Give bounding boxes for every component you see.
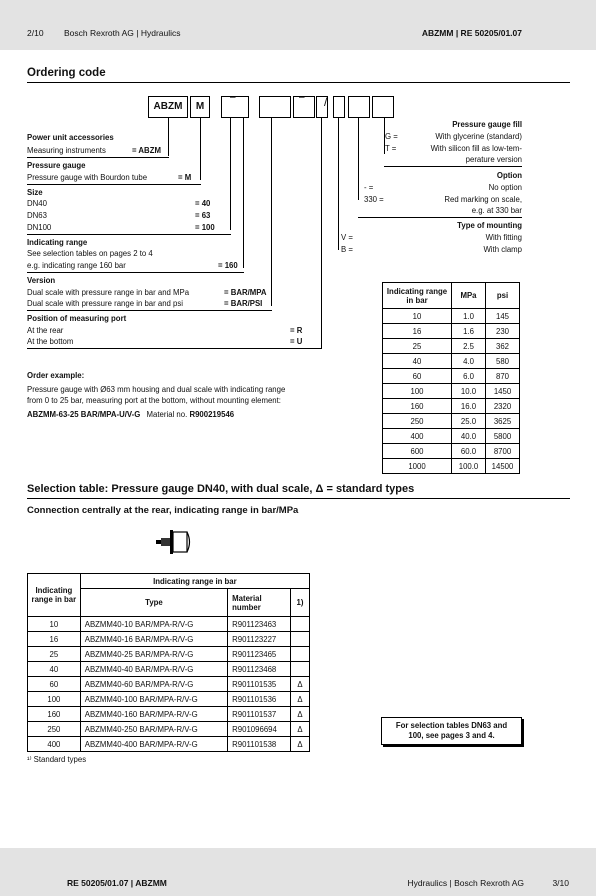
range-table-row xyxy=(383,324,520,339)
range-line2: e.g. indicating range 160 bar xyxy=(27,261,126,270)
sel-cell-note: Δ xyxy=(291,692,310,707)
sel-cell-note: Δ xyxy=(291,737,310,752)
sel-cell-note: Δ xyxy=(291,677,310,692)
gauge-title: Pressure gauge xyxy=(27,161,86,170)
fill-silicon: With silicon fill as low-tem- xyxy=(430,144,522,153)
range-cell-bar: 60 xyxy=(383,369,452,384)
sel-cell-material: R901123463 xyxy=(228,617,291,632)
sel-cell-note xyxy=(291,662,310,677)
sel-cell-material: R901096694 xyxy=(228,722,291,737)
version-mpa: Dual scale with pressure range in bar and MPa xyxy=(27,288,190,297)
range-table-row xyxy=(383,384,520,399)
sel-cell-range: 100 xyxy=(28,692,81,707)
range-table-header-psi: psi xyxy=(485,283,519,309)
port-rear: At the rear xyxy=(27,326,64,335)
range-cell-bar: 600 xyxy=(383,444,452,459)
fill-title: Pressure gauge fill xyxy=(452,120,522,129)
sel-cell-range: 40 xyxy=(28,662,81,677)
selection-title: Selection table: Pressure gauge DN40, with dual scale, Δ = standard types xyxy=(27,483,415,495)
range-cell-mpa: 10.0 xyxy=(452,384,486,399)
fill-silicon-2: perature version xyxy=(465,155,522,164)
selection-table xyxy=(27,573,310,752)
sel-cell-material: R901101538 xyxy=(228,737,291,752)
title-rule xyxy=(27,82,570,83)
fill-g-code: G = xyxy=(385,132,398,141)
version-mpa-code: = BAR/MPA xyxy=(224,288,267,297)
range-cell-mpa: 6.0 xyxy=(452,369,486,384)
sel-cell-note: Δ xyxy=(291,722,310,737)
sel-cell-range: 16 xyxy=(28,632,81,647)
table-row xyxy=(28,677,310,692)
range-code: = 160 xyxy=(218,261,238,270)
table-row xyxy=(28,617,310,632)
sel-cell-type: ABZMM40-25 BAR/MPA-R/V-G xyxy=(80,647,227,662)
range-cell-mpa: 100.0 xyxy=(452,459,486,474)
sel-cell-range: 60 xyxy=(28,677,81,692)
fill-glycerine: With glycerine (standard) xyxy=(435,132,522,141)
range-table-row xyxy=(383,339,520,354)
sel-cell-material: R901123227 xyxy=(228,632,291,647)
sel-cell-range: 10 xyxy=(28,617,81,632)
sel-cell-range: 400 xyxy=(28,737,81,752)
sel-cell-note xyxy=(291,647,310,662)
gauge-line: Pressure gauge with Bourdon tube xyxy=(27,173,148,182)
range-title: Indicating range xyxy=(27,238,88,247)
version-psi-code: = BAR/PSI xyxy=(224,299,263,308)
range-cell-psi: 14500 xyxy=(485,459,519,474)
range-cell-psi: 230 xyxy=(485,324,519,339)
range-cell-bar: 160 xyxy=(383,399,452,414)
size-title: Size xyxy=(27,188,43,197)
sel-header-type: Type xyxy=(80,589,227,617)
range-cell-bar: 10 xyxy=(383,309,452,324)
port-bottom-code: = U xyxy=(290,337,303,346)
range-cell-psi: 8700 xyxy=(485,444,519,459)
sel-cell-type: ABZMM40-250 BAR/MPA-R/V-G xyxy=(80,722,227,737)
code-box-option xyxy=(348,96,370,118)
sel-cell-note xyxy=(291,632,310,647)
code-box-mounting xyxy=(333,96,345,118)
mounting-v-code: V = xyxy=(341,233,353,242)
order-example-material-no: R900219546 xyxy=(189,410,235,419)
footer-company: Hydraulics | Bosch Rexroth AG xyxy=(407,878,524,888)
sel-cell-range: 25 xyxy=(28,647,81,662)
range-cell-bar: 16 xyxy=(383,324,452,339)
version-title: Version xyxy=(27,276,56,285)
sel-cell-material: R901101535 xyxy=(228,677,291,692)
header-company: Bosch Rexroth AG | Hydraulics xyxy=(64,28,181,38)
range-table-row xyxy=(383,459,520,474)
sel-cell-note: Δ xyxy=(291,707,310,722)
range-table-row xyxy=(383,354,520,369)
mounting-title: Type of mounting xyxy=(457,221,522,230)
range-table-header-mpa: MPa xyxy=(452,283,486,309)
table-row xyxy=(28,692,310,707)
gauge-code: = M xyxy=(178,173,192,182)
code-box-range xyxy=(259,96,291,118)
page-footer xyxy=(0,848,596,896)
sel-header-range: Indicating range in bar xyxy=(28,574,81,617)
port-bottom: At the bottom xyxy=(27,337,74,346)
order-example-title: Order example: xyxy=(27,371,85,380)
footer-docref: RE 50205/01.07 | ABZMM xyxy=(67,878,167,888)
sel-header-span: Indicating range in bar xyxy=(80,574,309,589)
footnote: ¹⁾ Standard types xyxy=(27,755,87,764)
range-cell-psi: 870 xyxy=(485,369,519,384)
sel-cell-type: ABZMM40-60 BAR/MPA-R/V-G xyxy=(80,677,227,692)
range-cell-mpa: 60.0 xyxy=(452,444,486,459)
range-table-row xyxy=(383,309,520,324)
sel-cell-type: ABZMM40-16 BAR/MPA-R/V-G xyxy=(80,632,227,647)
code-slash: / xyxy=(324,95,328,109)
power-unit-title: Power unit accessories xyxy=(27,133,114,142)
sel-cell-range: 250 xyxy=(28,722,81,737)
option-none: No option xyxy=(488,183,522,192)
size-dn40-code: = 40 xyxy=(195,199,211,208)
range-cell-mpa: 2.5 xyxy=(452,339,486,354)
range-cell-bar: 1000 xyxy=(383,459,452,474)
sel-cell-material: R901123468 xyxy=(228,662,291,677)
mounting-clamp: With clamp xyxy=(483,245,522,254)
port-rear-code: = R xyxy=(290,326,303,335)
sel-cell-range: 160 xyxy=(28,707,81,722)
range-cell-psi: 145 xyxy=(485,309,519,324)
range-line1: See selection tables on pages 2 to 4 xyxy=(27,249,153,258)
sel-cell-note xyxy=(291,617,310,632)
size-dn100-code: = 100 xyxy=(195,223,215,232)
sel-cell-material: R901101536 xyxy=(228,692,291,707)
range-cell-psi: 362 xyxy=(485,339,519,354)
code-box-m: M xyxy=(190,96,210,118)
range-cell-mpa: 1.6 xyxy=(452,324,486,339)
sel-cell-type: ABZMM40-160 BAR/MPA-R/V-G xyxy=(80,707,227,722)
page-header xyxy=(0,0,596,50)
option-none-code: - = xyxy=(364,183,374,192)
power-unit-code: = ABZM xyxy=(132,146,161,155)
port-title: Position of measuring port xyxy=(27,314,127,323)
selection-subtitle: Connection centrally at the rear, indicating range in bar/MPa xyxy=(27,505,299,516)
option-title: Option xyxy=(496,171,522,180)
power-unit-line: Measuring instruments xyxy=(27,146,106,155)
order-example-line1: Pressure gauge with Ø63 mm housing and dual scale with indicating range xyxy=(27,385,286,394)
mounting-fitting: With fitting xyxy=(485,233,522,242)
size-dn100: DN100 xyxy=(27,223,52,232)
size-dn63: DN63 xyxy=(27,211,47,220)
range-cell-mpa: 40.0 xyxy=(452,429,486,444)
table-row xyxy=(28,722,310,737)
code-box-abzm: ABZM xyxy=(148,96,188,118)
sel-header-note: 1) xyxy=(291,589,310,617)
option-330-code: 330 = xyxy=(364,195,384,204)
size-dn63-code: = 63 xyxy=(195,211,211,220)
order-example-code-line xyxy=(27,409,234,420)
range-cell-mpa: 25.0 xyxy=(452,414,486,429)
sel-cell-type: ABZMM40-40 BAR/MPA-R/V-G xyxy=(80,662,227,677)
table-row xyxy=(28,632,310,647)
order-example-material-label: Material no. xyxy=(146,410,188,419)
range-table-row xyxy=(383,444,520,459)
table-row xyxy=(28,662,310,677)
mounting-b-code: B = xyxy=(341,245,353,254)
size-dn40: DN40 xyxy=(27,199,47,208)
range-cell-bar: 25 xyxy=(383,339,452,354)
range-table xyxy=(382,282,520,474)
option-330: Red marking on scale, xyxy=(444,195,522,204)
range-table-header-range: Indicating range in bar xyxy=(383,283,452,309)
option-330-2: e.g. at 330 bar xyxy=(471,206,522,215)
range-cell-bar: 100 xyxy=(383,384,452,399)
range-cell-bar: 250 xyxy=(383,414,452,429)
sel-cell-type: ABZMM40-400 BAR/MPA-R/V-G xyxy=(80,737,227,752)
note-box: For selection tables DN63 and 100, see pages 3 and 4. xyxy=(381,717,522,745)
code-dash-2: – xyxy=(299,92,305,103)
fill-t-code: T = xyxy=(385,144,397,153)
range-table-row xyxy=(383,369,520,384)
range-cell-psi: 3625 xyxy=(485,414,519,429)
code-dash-1: – xyxy=(230,92,236,103)
range-cell-psi: 2320 xyxy=(485,399,519,414)
range-table-row xyxy=(383,399,520,414)
range-cell-mpa: 4.0 xyxy=(452,354,486,369)
sel-header-material: Material number xyxy=(228,589,291,617)
range-table-row xyxy=(383,429,520,444)
ordering-title: Ordering code xyxy=(27,67,106,79)
range-cell-mpa: 1.0 xyxy=(452,309,486,324)
sel-cell-material: R901101537 xyxy=(228,707,291,722)
code-box-fill xyxy=(372,96,394,118)
sel-cell-material: R901123465 xyxy=(228,647,291,662)
range-cell-psi: 5800 xyxy=(485,429,519,444)
table-row xyxy=(28,707,310,722)
footer-page: 3/10 xyxy=(552,878,569,888)
sel-cell-type: ABZMM40-100 BAR/MPA-R/V-G xyxy=(80,692,227,707)
page-number: 2/10 xyxy=(27,28,44,38)
order-example-line2: from 0 to 25 bar, measuring port at the bottom, without mounting element: xyxy=(27,396,281,405)
table-row xyxy=(28,737,310,752)
range-cell-bar: 40 xyxy=(383,354,452,369)
header-docref: ABZMM | RE 50205/01.07 xyxy=(421,28,522,38)
table-row xyxy=(28,647,310,662)
range-cell-bar: 400 xyxy=(383,429,452,444)
range-cell-psi: 1450 xyxy=(485,384,519,399)
order-example-code: ABZMM-63-25 BAR/MPA-U/V-G xyxy=(27,410,141,419)
version-psi: Dual scale with pressure range in bar and psi xyxy=(27,299,184,308)
range-table-row xyxy=(383,414,520,429)
sel-cell-type: ABZMM40-10 BAR/MPA-R/V-G xyxy=(80,617,227,632)
range-cell-mpa: 16.0 xyxy=(452,399,486,414)
pressure-gauge-icon xyxy=(152,528,192,556)
range-cell-psi: 580 xyxy=(485,354,519,369)
